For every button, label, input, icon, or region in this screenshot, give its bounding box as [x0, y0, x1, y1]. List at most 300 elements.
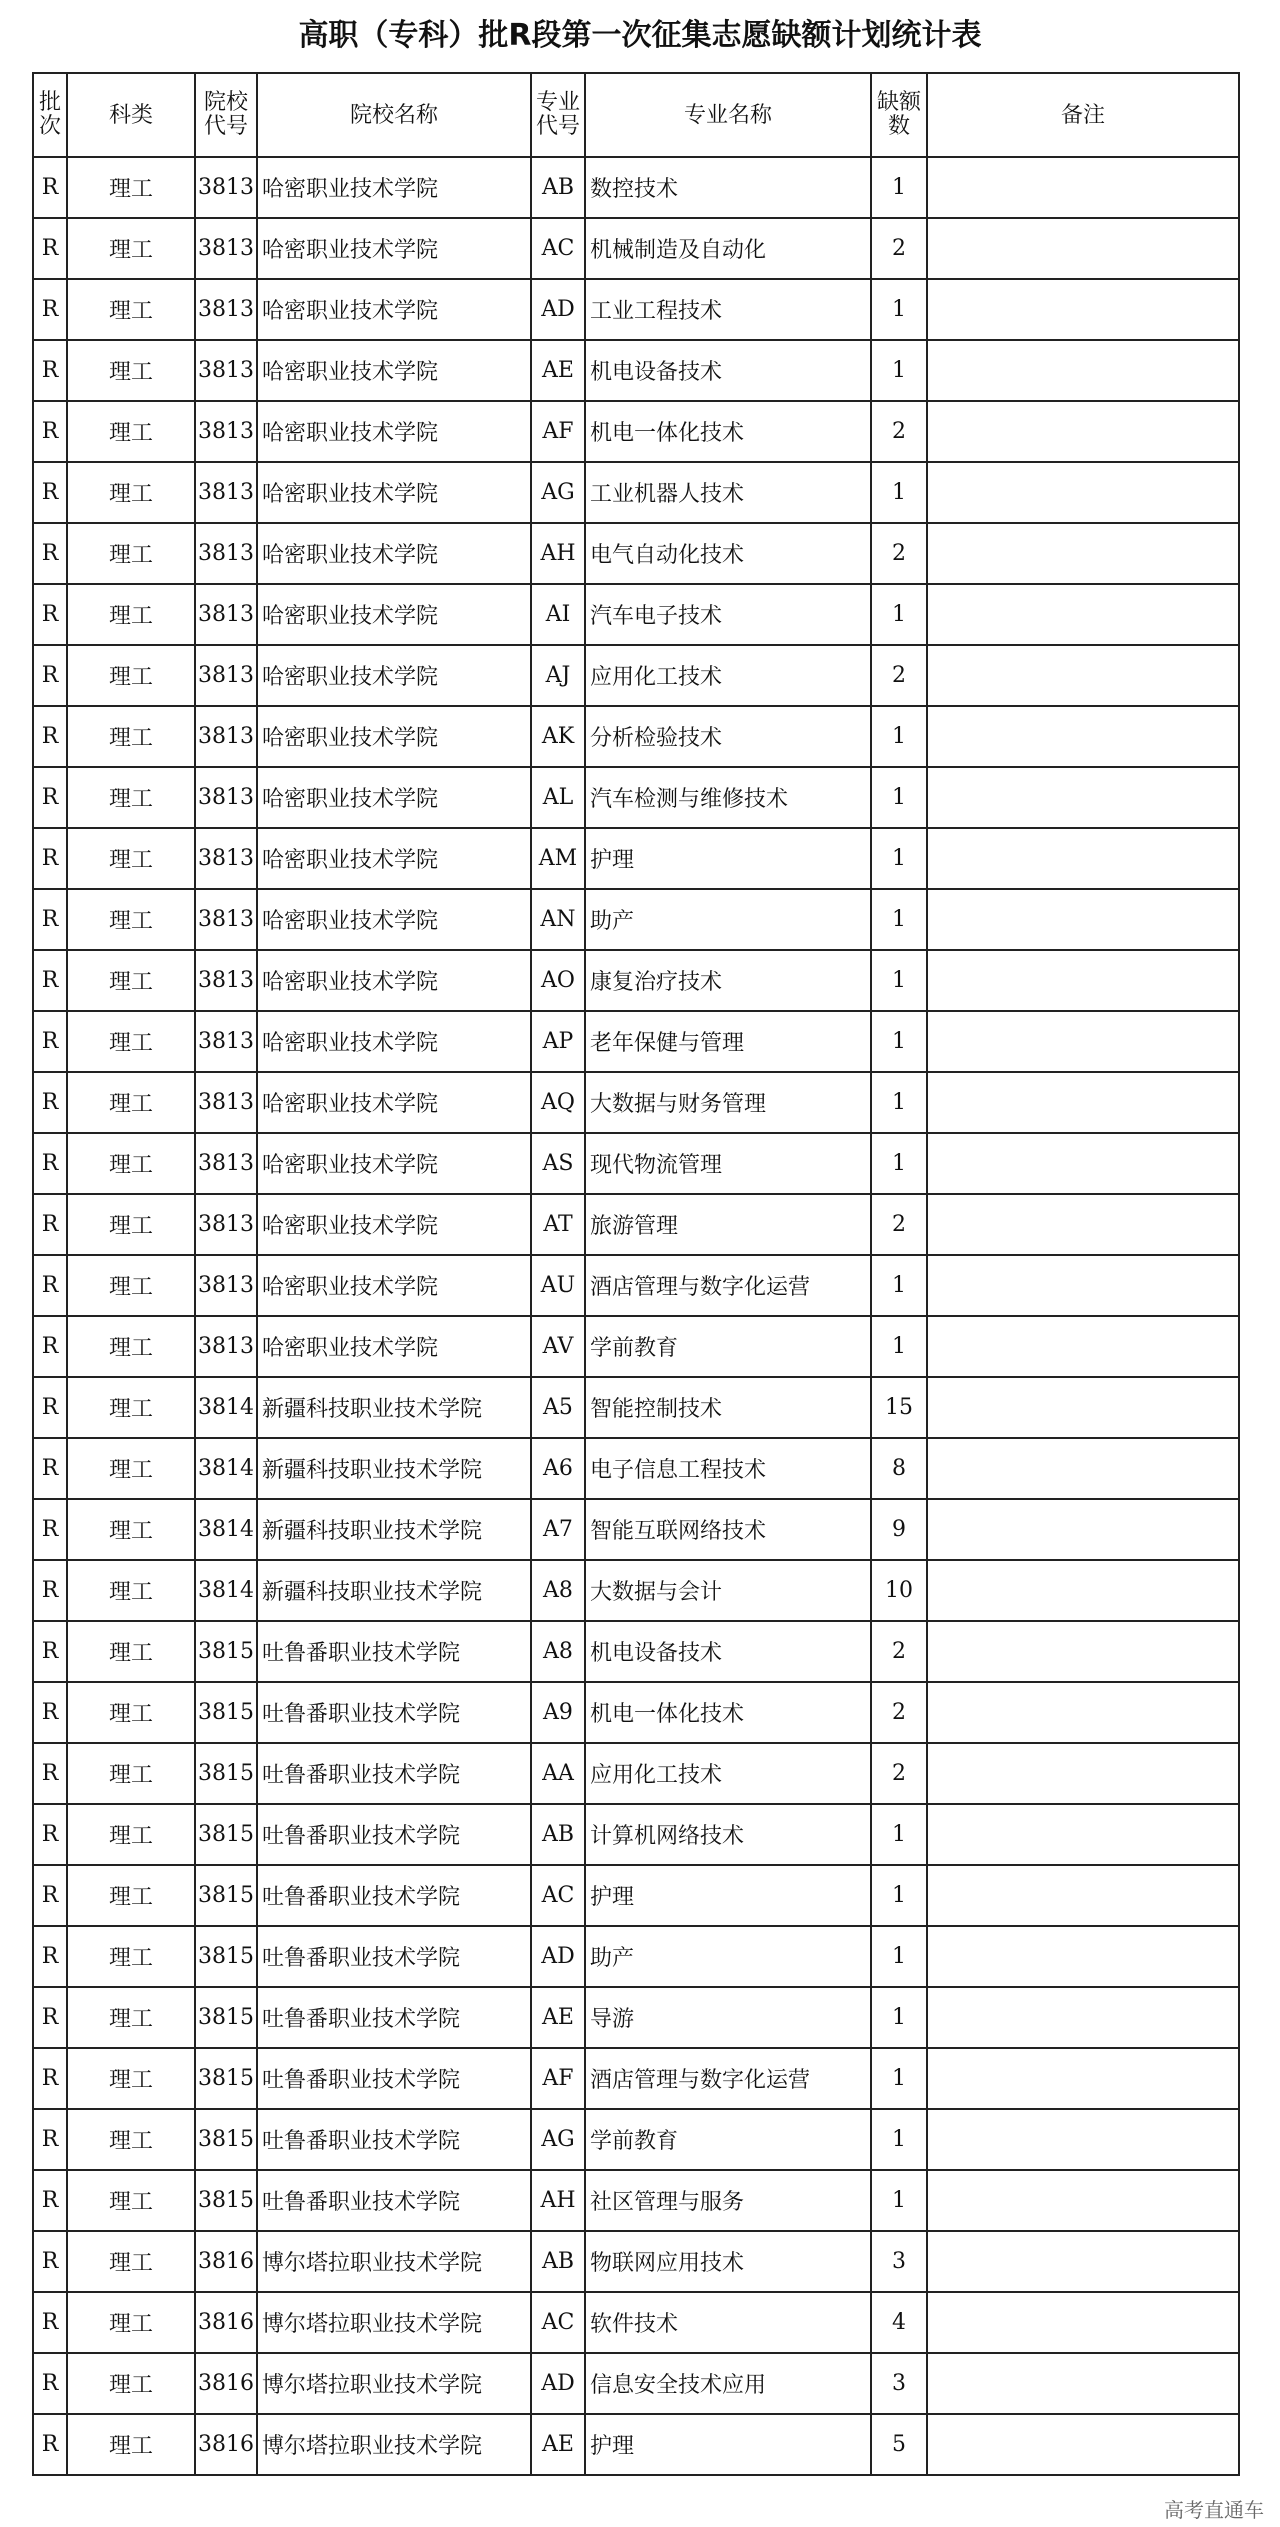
school-code-cell: 3814 [195, 1560, 257, 1621]
major-code-cell: AT [531, 1194, 585, 1255]
category-cell: 理工 [67, 2170, 195, 2231]
major-code-cell: A7 [531, 1499, 585, 1560]
quota-cell: 1 [871, 706, 927, 767]
quota-cell: 2 [871, 523, 927, 584]
school-name-cell: 哈密职业技术学院 [257, 1072, 531, 1133]
major-name-cell: 智能互联网络技术 [585, 1499, 871, 1560]
major-name-cell: 酒店管理与数字化运营 [585, 1255, 871, 1316]
remark-cell [927, 1804, 1239, 1865]
watermark: 高考直通车 [1164, 2498, 1264, 2522]
major-name-cell: 护理 [585, 2414, 871, 2475]
category-cell: 理工 [67, 462, 195, 523]
major-code-cell: A5 [531, 1377, 585, 1438]
major-name-cell: 学前教育 [585, 1316, 871, 1377]
category-cell: 理工 [67, 767, 195, 828]
quota-cell: 1 [871, 1255, 927, 1316]
remark-cell [927, 2231, 1239, 2292]
table-row [33, 1560, 1239, 1621]
remark-cell [927, 1438, 1239, 1499]
school-name-cell: 哈密职业技术学院 [257, 645, 531, 706]
school-code-cell: 3813 [195, 828, 257, 889]
quota-cell: 1 [871, 950, 927, 1011]
batch-cell: R [33, 1072, 67, 1133]
batch-cell: R [33, 462, 67, 523]
table-row [33, 523, 1239, 584]
school-name-cell: 哈密职业技术学院 [257, 279, 531, 340]
school-code-cell: 3813 [195, 584, 257, 645]
batch-cell: R [33, 645, 67, 706]
major-name-cell: 机电一体化技术 [585, 401, 871, 462]
quota-cell: 1 [871, 1987, 927, 2048]
school-name-cell: 吐鲁番职业技术学院 [257, 2170, 531, 2231]
school-code-cell: 3815 [195, 2109, 257, 2170]
category-cell: 理工 [67, 1377, 195, 1438]
remark-cell [927, 1926, 1239, 1987]
quota-table [32, 72, 1240, 2476]
school-name-cell: 哈密职业技术学院 [257, 889, 531, 950]
school-name-cell: 哈密职业技术学院 [257, 523, 531, 584]
category-cell: 理工 [67, 340, 195, 401]
remark-cell [927, 340, 1239, 401]
table-row [33, 1865, 1239, 1926]
quota-cell: 1 [871, 2109, 927, 2170]
major-name-cell: 电子信息工程技术 [585, 1438, 871, 1499]
batch-cell: R [33, 1499, 67, 1560]
table-row [33, 2231, 1239, 2292]
remark-cell [927, 157, 1239, 218]
table-row [33, 462, 1239, 523]
school-name-cell: 吐鲁番职业技术学院 [257, 1865, 531, 1926]
quota-cell: 15 [871, 1377, 927, 1438]
remark-cell [927, 1560, 1239, 1621]
category-cell: 理工 [67, 1316, 195, 1377]
major-code-cell: AG [531, 462, 585, 523]
school-code-cell: 3813 [195, 1255, 257, 1316]
category-cell: 理工 [67, 889, 195, 950]
school-code-cell: 3813 [195, 218, 257, 279]
major-name-cell: 电气自动化技术 [585, 523, 871, 584]
school-name-cell: 新疆科技职业技术学院 [257, 1499, 531, 1560]
remark-cell [927, 889, 1239, 950]
category-cell: 理工 [67, 1499, 195, 1560]
batch-cell: R [33, 1926, 67, 1987]
quota-cell: 1 [871, 2048, 927, 2109]
major-code-cell: AC [531, 2292, 585, 2353]
table-row [33, 645, 1239, 706]
quota-cell: 1 [871, 1072, 927, 1133]
batch-cell: R [33, 2231, 67, 2292]
col-header-school-code: 院校代号 [195, 73, 257, 157]
table-row [33, 401, 1239, 462]
major-code-cell: AE [531, 340, 585, 401]
col-header-major-code: 专业代号 [531, 73, 585, 157]
remark-cell [927, 1499, 1239, 1560]
school-name-cell: 博尔塔拉职业技术学院 [257, 2414, 531, 2475]
batch-cell: R [33, 279, 67, 340]
school-code-cell: 3815 [195, 1865, 257, 1926]
school-name-cell: 吐鲁番职业技术学院 [257, 1743, 531, 1804]
table-row [33, 1438, 1239, 1499]
major-code-cell: AD [531, 1926, 585, 1987]
remark-cell [927, 2170, 1239, 2231]
category-cell: 理工 [67, 1194, 195, 1255]
category-cell: 理工 [67, 645, 195, 706]
major-name-cell: 物联网应用技术 [585, 2231, 871, 2292]
quota-cell: 2 [871, 218, 927, 279]
major-code-cell: AE [531, 1987, 585, 2048]
batch-cell: R [33, 218, 67, 279]
school-code-cell: 3813 [195, 279, 257, 340]
school-name-cell: 博尔塔拉职业技术学院 [257, 2231, 531, 2292]
category-cell: 理工 [67, 1560, 195, 1621]
major-name-cell: 康复治疗技术 [585, 950, 871, 1011]
school-name-cell: 哈密职业技术学院 [257, 340, 531, 401]
category-cell: 理工 [67, 1804, 195, 1865]
major-code-cell: AN [531, 889, 585, 950]
major-code-cell: AG [531, 2109, 585, 2170]
table-row [33, 1377, 1239, 1438]
school-name-cell: 吐鲁番职业技术学院 [257, 1987, 531, 2048]
table-row [33, 2353, 1239, 2414]
quota-cell: 1 [871, 1804, 927, 1865]
major-code-cell: AS [531, 1133, 585, 1194]
school-name-cell: 哈密职业技术学院 [257, 828, 531, 889]
major-name-cell: 机电设备技术 [585, 1621, 871, 1682]
table-row [33, 2048, 1239, 2109]
category-cell: 理工 [67, 1011, 195, 1072]
table-row [33, 950, 1239, 1011]
quota-cell: 2 [871, 401, 927, 462]
category-cell: 理工 [67, 401, 195, 462]
quota-cell: 2 [871, 1682, 927, 1743]
table-row [33, 1926, 1239, 1987]
quota-cell: 1 [871, 157, 927, 218]
major-code-cell: AJ [531, 645, 585, 706]
table-row [33, 1072, 1239, 1133]
quota-cell: 3 [871, 2353, 927, 2414]
major-code-cell: AP [531, 1011, 585, 1072]
major-name-cell: 机电一体化技术 [585, 1682, 871, 1743]
table-header [33, 73, 1239, 157]
major-name-cell: 工业工程技术 [585, 279, 871, 340]
major-code-cell: AC [531, 218, 585, 279]
school-name-cell: 吐鲁番职业技术学院 [257, 2109, 531, 2170]
batch-cell: R [33, 1011, 67, 1072]
school-name-cell: 哈密职业技术学院 [257, 1194, 531, 1255]
col-header-quota: 缺额数 [871, 73, 927, 157]
quota-cell: 1 [871, 279, 927, 340]
col-header-school-name: 院校名称 [257, 73, 531, 157]
quota-cell: 2 [871, 1743, 927, 1804]
school-name-cell: 新疆科技职业技术学院 [257, 1377, 531, 1438]
table-row [33, 340, 1239, 401]
quota-cell: 2 [871, 1621, 927, 1682]
table-row [33, 889, 1239, 950]
school-code-cell: 3813 [195, 1011, 257, 1072]
major-name-cell: 旅游管理 [585, 1194, 871, 1255]
quota-cell: 1 [871, 340, 927, 401]
school-name-cell: 新疆科技职业技术学院 [257, 1438, 531, 1499]
category-cell: 理工 [67, 1133, 195, 1194]
school-code-cell: 3813 [195, 523, 257, 584]
school-code-cell: 3813 [195, 1316, 257, 1377]
school-code-cell: 3814 [195, 1499, 257, 1560]
remark-cell [927, 1987, 1239, 2048]
school-name-cell: 哈密职业技术学院 [257, 584, 531, 645]
major-name-cell: 酒店管理与数字化运营 [585, 2048, 871, 2109]
remark-cell [927, 523, 1239, 584]
school-code-cell: 3813 [195, 767, 257, 828]
quota-cell: 1 [871, 462, 927, 523]
batch-cell: R [33, 2414, 67, 2475]
batch-cell: R [33, 2048, 67, 2109]
category-cell: 理工 [67, 828, 195, 889]
category-cell: 理工 [67, 2353, 195, 2414]
category-cell: 理工 [67, 1743, 195, 1804]
school-name-cell: 哈密职业技术学院 [257, 1133, 531, 1194]
major-name-cell: 大数据与财务管理 [585, 1072, 871, 1133]
batch-cell: R [33, 401, 67, 462]
quota-cell: 1 [871, 1865, 927, 1926]
school-code-cell: 3813 [195, 340, 257, 401]
remark-cell [927, 279, 1239, 340]
major-code-cell: AI [531, 584, 585, 645]
batch-cell: R [33, 767, 67, 828]
category-cell: 理工 [67, 950, 195, 1011]
school-name-cell: 哈密职业技术学院 [257, 401, 531, 462]
major-code-cell: AH [531, 523, 585, 584]
table-row [33, 1621, 1239, 1682]
col-header-batch: 批次 [33, 73, 67, 157]
category-cell: 理工 [67, 1438, 195, 1499]
remark-cell [927, 1011, 1239, 1072]
school-code-cell: 3814 [195, 1438, 257, 1499]
major-code-cell: AU [531, 1255, 585, 1316]
batch-cell: R [33, 828, 67, 889]
table-row [33, 828, 1239, 889]
school-name-cell: 哈密职业技术学院 [257, 1316, 531, 1377]
major-name-cell: 分析检验技术 [585, 706, 871, 767]
remark-cell [927, 401, 1239, 462]
school-code-cell: 3813 [195, 1133, 257, 1194]
quota-cell: 2 [871, 1194, 927, 1255]
table-row [33, 1987, 1239, 2048]
batch-cell: R [33, 1865, 67, 1926]
remark-cell [927, 1194, 1239, 1255]
remark-cell [927, 218, 1239, 279]
quota-cell: 1 [871, 1926, 927, 1987]
table-row [33, 218, 1239, 279]
category-cell: 理工 [67, 2414, 195, 2475]
category-cell: 理工 [67, 1987, 195, 2048]
major-name-cell: 应用化工技术 [585, 645, 871, 706]
school-name-cell: 哈密职业技术学院 [257, 1011, 531, 1072]
category-cell: 理工 [67, 2109, 195, 2170]
remark-cell [927, 2109, 1239, 2170]
school-code-cell: 3813 [195, 1194, 257, 1255]
category-cell: 理工 [67, 279, 195, 340]
quota-cell: 4 [871, 2292, 927, 2353]
quota-cell: 1 [871, 889, 927, 950]
school-code-cell: 3813 [195, 157, 257, 218]
major-code-cell: AA [531, 1743, 585, 1804]
major-name-cell: 汽车电子技术 [585, 584, 871, 645]
batch-cell: R [33, 889, 67, 950]
school-code-cell: 3815 [195, 1682, 257, 1743]
table-row [33, 584, 1239, 645]
quota-cell: 5 [871, 2414, 927, 2475]
quota-cell: 1 [871, 584, 927, 645]
major-name-cell: 信息安全技术应用 [585, 2353, 871, 2414]
batch-cell: R [33, 523, 67, 584]
category-cell: 理工 [67, 584, 195, 645]
remark-cell [927, 1682, 1239, 1743]
batch-cell: R [33, 2109, 67, 2170]
major-code-cell: AM [531, 828, 585, 889]
school-name-cell: 哈密职业技术学院 [257, 767, 531, 828]
batch-cell: R [33, 1560, 67, 1621]
major-code-cell: AF [531, 2048, 585, 2109]
major-code-cell: A9 [531, 1682, 585, 1743]
remark-cell [927, 828, 1239, 889]
school-name-cell: 吐鲁番职业技术学院 [257, 1621, 531, 1682]
major-code-cell: AC [531, 1865, 585, 1926]
category-cell: 理工 [67, 1255, 195, 1316]
school-name-cell: 吐鲁番职业技术学院 [257, 1926, 531, 1987]
quota-cell: 1 [871, 1133, 927, 1194]
category-cell: 理工 [67, 2292, 195, 2353]
batch-cell: R [33, 1743, 67, 1804]
major-code-cell: AB [531, 1804, 585, 1865]
remark-cell [927, 2414, 1239, 2475]
major-code-cell: AF [531, 401, 585, 462]
table-row [33, 2170, 1239, 2231]
quota-cell: 1 [871, 828, 927, 889]
page-title: 高职（专科）批R段第一次征集志愿缺额计划统计表 [298, 18, 982, 53]
quota-cell: 2 [871, 645, 927, 706]
major-name-cell: 老年保健与管理 [585, 1011, 871, 1072]
major-code-cell: AE [531, 2414, 585, 2475]
quota-cell: 1 [871, 767, 927, 828]
table-row [33, 2414, 1239, 2475]
remark-cell [927, 1377, 1239, 1438]
remark-cell [927, 1621, 1239, 1682]
major-name-cell: 社区管理与服务 [585, 2170, 871, 2231]
batch-cell: R [33, 2353, 67, 2414]
remark-cell [927, 645, 1239, 706]
major-name-cell: 软件技术 [585, 2292, 871, 2353]
major-code-cell: AD [531, 2353, 585, 2414]
school-code-cell: 3816 [195, 2292, 257, 2353]
table-row [33, 1499, 1239, 1560]
batch-cell: R [33, 1804, 67, 1865]
batch-cell: R [33, 1316, 67, 1377]
major-code-cell: A8 [531, 1621, 585, 1682]
remark-cell [927, 950, 1239, 1011]
school-code-cell: 3815 [195, 2170, 257, 2231]
school-code-cell: 3815 [195, 1621, 257, 1682]
remark-cell [927, 462, 1239, 523]
batch-cell: R [33, 1194, 67, 1255]
school-code-cell: 3813 [195, 1072, 257, 1133]
school-name-cell: 哈密职业技术学院 [257, 950, 531, 1011]
quota-cell: 1 [871, 2170, 927, 2231]
major-code-cell: A6 [531, 1438, 585, 1499]
school-name-cell: 新疆科技职业技术学院 [257, 1560, 531, 1621]
major-name-cell: 导游 [585, 1987, 871, 2048]
category-cell: 理工 [67, 1682, 195, 1743]
major-code-cell: AB [531, 2231, 585, 2292]
table-body [33, 157, 1239, 2475]
major-name-cell: 护理 [585, 828, 871, 889]
major-name-cell: 机械制造及自动化 [585, 218, 871, 279]
batch-cell: R [33, 584, 67, 645]
school-code-cell: 3815 [195, 1743, 257, 1804]
category-cell: 理工 [67, 1926, 195, 1987]
batch-cell: R [33, 157, 67, 218]
major-name-cell: 学前教育 [585, 2109, 871, 2170]
remark-cell [927, 584, 1239, 645]
major-code-cell: AQ [531, 1072, 585, 1133]
major-name-cell: 工业机器人技术 [585, 462, 871, 523]
batch-cell: R [33, 950, 67, 1011]
school-code-cell: 3816 [195, 2353, 257, 2414]
major-name-cell: 应用化工技术 [585, 1743, 871, 1804]
major-code-cell: AD [531, 279, 585, 340]
school-code-cell: 3813 [195, 889, 257, 950]
major-name-cell: 助产 [585, 1926, 871, 1987]
major-code-cell: AO [531, 950, 585, 1011]
remark-cell [927, 706, 1239, 767]
table-row [33, 1804, 1239, 1865]
remark-cell [927, 1072, 1239, 1133]
col-header-category: 科类 [67, 73, 195, 157]
school-code-cell: 3815 [195, 1926, 257, 1987]
remark-cell [927, 1865, 1239, 1926]
table-row [33, 767, 1239, 828]
batch-cell: R [33, 2292, 67, 2353]
school-name-cell: 哈密职业技术学院 [257, 1255, 531, 1316]
major-name-cell: 数控技术 [585, 157, 871, 218]
remark-cell [927, 2292, 1239, 2353]
remark-cell [927, 1743, 1239, 1804]
remark-cell [927, 1133, 1239, 1194]
table-row [33, 157, 1239, 218]
school-name-cell: 吐鲁番职业技术学院 [257, 1804, 531, 1865]
school-name-cell: 哈密职业技术学院 [257, 706, 531, 767]
major-code-cell: A8 [531, 1560, 585, 1621]
category-cell: 理工 [67, 706, 195, 767]
remark-cell [927, 2048, 1239, 2109]
major-name-cell: 机电设备技术 [585, 340, 871, 401]
category-cell: 理工 [67, 523, 195, 584]
table-row [33, 1133, 1239, 1194]
table-row [33, 1194, 1239, 1255]
major-name-cell: 计算机网络技术 [585, 1804, 871, 1865]
col-header-major-name: 专业名称 [585, 73, 871, 157]
school-name-cell: 吐鲁番职业技术学院 [257, 1682, 531, 1743]
major-code-cell: AV [531, 1316, 585, 1377]
school-code-cell: 3816 [195, 2414, 257, 2475]
major-name-cell: 助产 [585, 889, 871, 950]
major-name-cell: 智能控制技术 [585, 1377, 871, 1438]
school-name-cell: 哈密职业技术学院 [257, 157, 531, 218]
school-code-cell: 3814 [195, 1377, 257, 1438]
category-cell: 理工 [67, 157, 195, 218]
quota-cell: 9 [871, 1499, 927, 1560]
table-row [33, 279, 1239, 340]
table-row [33, 1255, 1239, 1316]
